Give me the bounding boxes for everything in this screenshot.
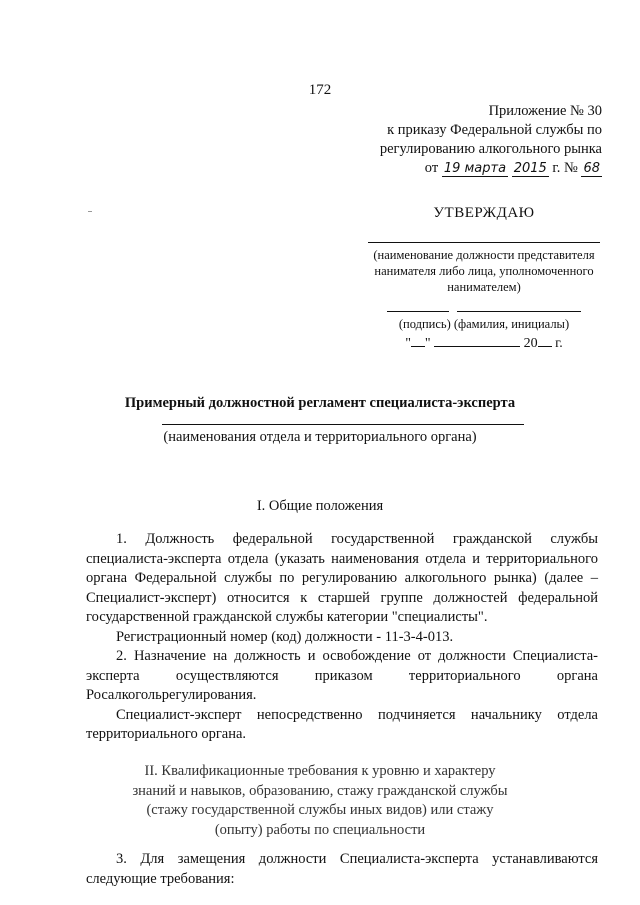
- year-prefix: 20: [523, 336, 538, 351]
- handwritten-date: 19 марта: [443, 161, 507, 176]
- section2-heading-line3: (стажу государственной службы иных видов) или стажу: [146, 802, 494, 818]
- section2-heading-line4: (опыту) работы по специальности: [214, 821, 426, 838]
- approve-block: [368, 205, 600, 352]
- document-title: Примерный должностной регламент специалиста-эксперта: [124, 395, 516, 411]
- approve-date-line: [368, 334, 600, 352]
- date-suffix: г. №: [552, 160, 578, 176]
- section2-heading: [0, 762, 640, 840]
- handwritten-year: 2015: [513, 161, 547, 176]
- section2-heading-line2: знаний и навыков, образованию, стажу гражданской службы: [132, 782, 508, 799]
- paragraph-3: 3. Для замещения должности Специалиста-эксперта устанавливаются следующие требования:: [86, 851, 598, 887]
- signature-lines: [368, 311, 600, 312]
- appendix-date-line: [362, 159, 602, 178]
- appendix-block: [362, 102, 602, 178]
- dept-line: [162, 424, 524, 425]
- approve-title: УТВЕРЖДАЮ: [433, 205, 535, 221]
- appendix-title: Приложение № 30: [488, 103, 602, 119]
- position-line: [368, 242, 600, 243]
- position-caption: (наименование должности представителя нанимателя либо лица, уполномоченного нанимателем): [373, 248, 595, 294]
- signature-line: [387, 311, 449, 312]
- paragraph-subordination: Специалист-эксперт непосредственно подчиняется начальнику отдела территориального органа.: [86, 706, 598, 742]
- section2-body: [86, 850, 598, 889]
- signature-caption: (подпись) (фамилия, инициалы): [398, 317, 570, 331]
- paragraph-1: 1. Должность федеральной государственной гражданской службы специалиста-эксперта отдела (указать наименования отдела и территориального органа Федеральной службы по регулированию алкогольного рынка) (далее – Специалист-эксперт) относится к старшей группе должностей федеральной государственной гражданской службы категории "специалисты".: [86, 531, 598, 625]
- date-quote-open: ": [405, 336, 411, 351]
- year-suffix: г.: [555, 336, 563, 351]
- day-blank: [411, 334, 425, 347]
- appendix-agency: регулированию алкогольного рынка: [379, 141, 602, 157]
- appendix-order-ref: к приказу Федеральной службы по: [387, 122, 602, 138]
- date-quote-close: ": [424, 336, 431, 351]
- paragraph-2: 2. Назначение на должность и освобождение от должности Специалиста-эксперта осуществляются приказом территориального органа Росалкогольрегулирования.: [86, 648, 598, 703]
- paragraph-registration: Регистрационный номер (код) должности - 11-3-4-013.: [116, 628, 454, 645]
- year-blank: [538, 334, 552, 347]
- section1-heading: I. Общие положения: [256, 498, 384, 514]
- margin-mark: [88, 211, 92, 212]
- month-blank: [434, 334, 520, 347]
- section2-heading-line1: II. Квалификационные требования к уровню и характеру: [144, 763, 496, 779]
- handwritten-order-number: 68: [583, 161, 600, 176]
- name-line: [457, 311, 581, 312]
- dept-caption: (наименования отдела и территориального органа): [163, 429, 477, 445]
- page-number: 172: [308, 82, 332, 98]
- section1-body: [86, 530, 598, 745]
- date-prefix: от: [424, 160, 439, 176]
